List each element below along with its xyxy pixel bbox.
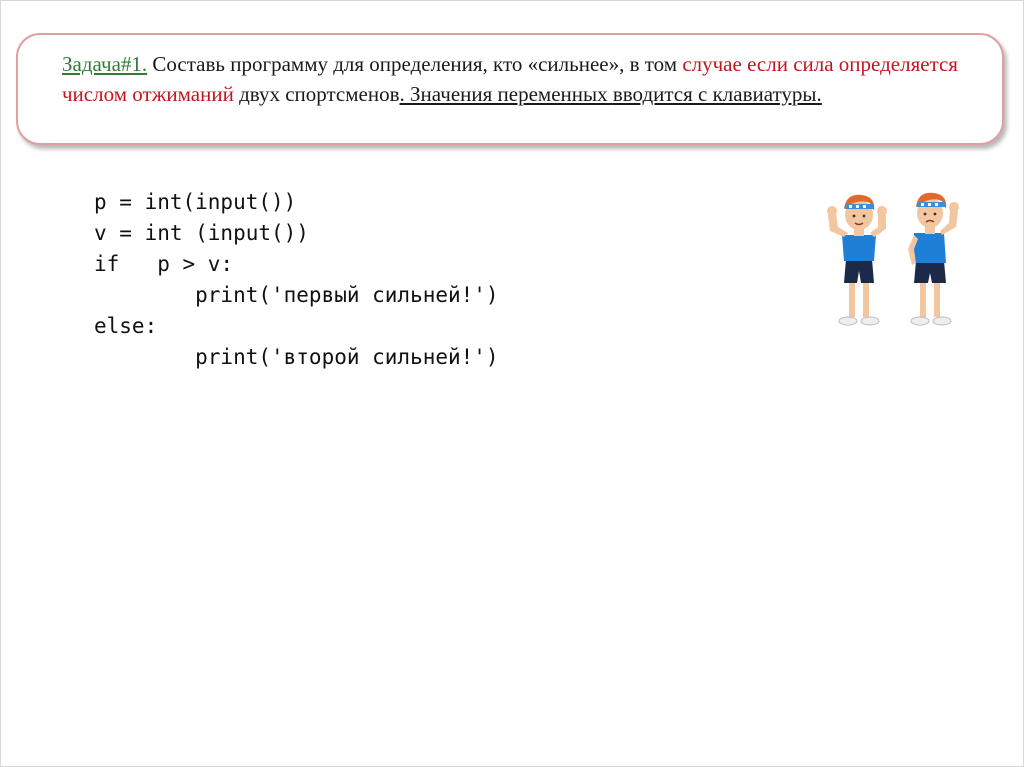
task-box [16, 33, 1004, 145]
code-line: print('первый сильней!') [94, 283, 499, 307]
code-line: if p > v: [94, 252, 234, 276]
code-line: else: [94, 314, 158, 338]
task-text-part1: Составь программу для определения, кто «сильнее», в том [147, 52, 683, 76]
task-text-part3: . Значения переменных [399, 82, 613, 106]
code-block [94, 187, 499, 373]
two-athletes-flexing-icon [816, 187, 986, 333]
task-highlight: случае если сила определяется числом отжиманий [62, 52, 958, 106]
task-label: Задача#1. [62, 52, 148, 76]
code-line: p = int(input()) [94, 190, 297, 214]
code-line: v = int (input()) [94, 221, 309, 245]
task-text-part2: двух спортсменов [233, 82, 400, 106]
athlete-left [827, 195, 887, 325]
task-statement [62, 49, 992, 109]
code-line: print('второй сильней!') [94, 345, 499, 369]
task-text-part4: вводится с клавиатуры. [612, 82, 822, 106]
athlete-right [908, 193, 959, 325]
